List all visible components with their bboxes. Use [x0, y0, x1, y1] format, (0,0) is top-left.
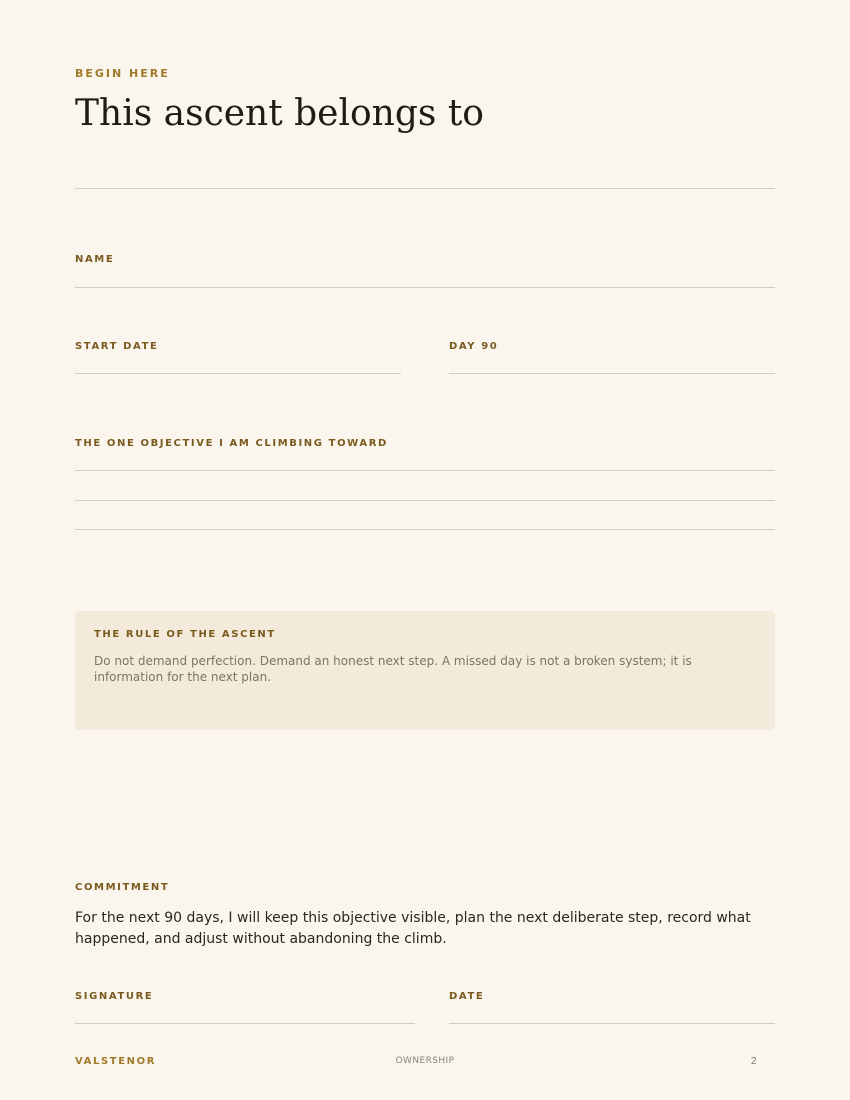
page-title: This ascent belongs to [75, 93, 484, 134]
objective-line-2[interactable] [75, 500, 775, 501]
signature-label: SIGNATURE [75, 991, 154, 1002]
objective-line-1[interactable] [75, 470, 775, 471]
date-field-line[interactable] [449, 1023, 775, 1024]
day-90-label: DAY 90 [449, 341, 499, 352]
owner-line[interactable] [75, 188, 775, 189]
signature-field-line[interactable] [75, 1023, 415, 1024]
rule-of-ascent-box [75, 611, 775, 730]
section-eyebrow: BEGIN HERE [75, 67, 170, 80]
day-90-field-line[interactable] [449, 373, 775, 374]
date-label: DATE [449, 991, 485, 1002]
start-date-label: START DATE [75, 341, 159, 352]
name-field-line[interactable] [75, 287, 775, 288]
objective-label: THE ONE OBJECTIVE I AM CLIMBING TOWARD [75, 438, 388, 449]
footer-brand: VALSTENOR [75, 1056, 156, 1067]
commitment-label: COMMITMENT [75, 882, 170, 893]
rule-box-title: THE RULE OF THE ASCENT [94, 629, 276, 640]
objective-line-3[interactable] [75, 529, 775, 530]
footer-section: OWNERSHIP [395, 1056, 455, 1066]
page-number: 2 [750, 1056, 757, 1067]
rule-box-text: Do not demand perfection. Demand an honest next step. A missed day is not a broken system; it is information for the next plan. [94, 654, 692, 684]
start-date-field-line[interactable] [75, 373, 401, 374]
name-label: NAME [75, 254, 115, 265]
commitment-text: For the next 90 days, I will keep this objective visible, plan the next deliberate step, record what happened, and adjust without abandoning the climb. [75, 910, 751, 947]
